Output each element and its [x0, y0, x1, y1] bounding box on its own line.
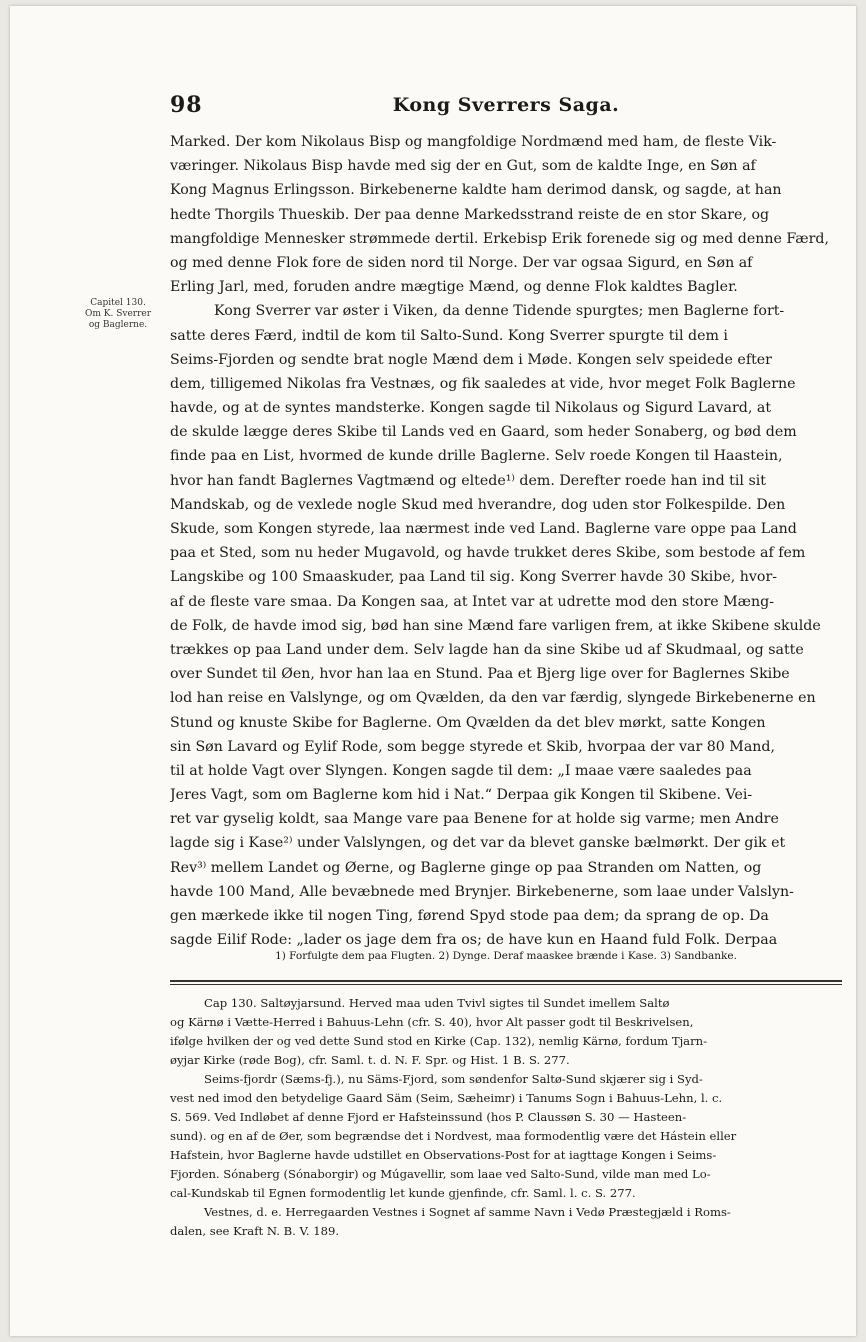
commentary-line: ifølge hvilken der og ved dette Sund stod en Kirke (Cap. 132), nemlig Kärnø, fordum Tjarn-	[170, 1034, 708, 1048]
book-page	[10, 6, 856, 1336]
page-number: 98	[170, 92, 203, 118]
text-line: Jeres Vagt, som om Baglerne kom hid i Nat.“ Derpaa gik Kongen til Skibene. Vei-	[170, 787, 753, 804]
margin-note-line: Capitel 130.	[90, 298, 146, 308]
text-line: Seims-Fjorden og sendte brat nogle Mænd dem i Møde. Kongen selv speidede efter	[170, 351, 772, 368]
text-line: hvor han fandt Baglernes Vagtmænd og eltede¹⁾ dem. Derefter roede han ind til sit	[170, 472, 766, 489]
text-line: og med denne Flok fore de siden nord til Norge. Der var ogsaa Sigurd, en Søn af	[170, 254, 753, 271]
text-line: Marked. Der kom Nikolaus Bisp og mangfoldige Nordmænd med ham, de fleste Vik-	[170, 134, 777, 150]
commentary-text: Cap 130. Saltøyjarsund. Herved maa uden Tvivl sigtes til Sundet imellem Saltø	[204, 996, 670, 1010]
text-line: dem, tilligemed Nikolas fra Vestnæs, og fik saaledes at vide, hvor meget Folk Baglerne	[170, 375, 796, 392]
text-line: Stund og knuste Skibe for Baglerne. Om Qvælden da det blev mørkt, satte Kongen	[170, 714, 766, 731]
commentary-line: vest ned imod den betydelige Gaard Säm (Seim, Sæheimr) i Tanums Sogn i Bahuus-Lehn, l. c.	[170, 1091, 723, 1105]
commentary-line: sund). og en af de Øer, som begrændse det i Nordvest, maa formodentlig være det Hástein eller	[170, 1129, 737, 1143]
text-line: af de fleste vare smaa. Da Kongen saa, at Intet var at udrette mod den store Mæng-	[170, 593, 775, 610]
text-line: væringer. Nikolaus Bisp havde med sig der en Gut, som de kaldte Inge, en Søn af	[170, 158, 756, 175]
footnotes: 1) Forfulgte dem paa Flugten. 2) Dynge. Deraf maaskee brænde i Kase. 3) Sandbanke.	[275, 950, 737, 962]
margin-note	[72, 298, 164, 331]
text-line: Kong Magnus Erlingsson. Birkebenerne kaldte ham derimod dansk, og sagde, at han	[170, 182, 782, 199]
text-line: havde, og at de syntes mandsterke. Kongen sagde til Nikolaus og Sigurd Lavard, at	[170, 400, 772, 417]
text-line: sin Søn Lavard og Eylif Rode, som begge styrede et Skib, hvorpaa der var 80 Mand,	[170, 738, 776, 755]
commentary-line: Fjorden. Sónaberg (Sónaborgir) og Múgavellir, som laae ved Salto-Sund, vilde man med Lo-	[170, 1167, 711, 1181]
text-line: mangfoldige Mennesker strømmede dertil. Erkebisp Erik forenede sig og med denne Færd,	[170, 230, 830, 247]
divider-rule	[170, 984, 842, 985]
commentary-line	[170, 1203, 842, 1222]
commentary-notes	[170, 994, 842, 1241]
page-header	[170, 92, 842, 126]
text-line: Skude, som Kongen styrede, laa nærmest inde ved Land. Baglerne vare oppe paa Land	[170, 521, 797, 537]
text-line: gen mærkede ikke til nogen Ting, førend Spyd stode paa dem; da sprang de op. Da	[170, 908, 769, 924]
running-title: Kong Sverrers Saga.	[392, 94, 620, 116]
text-line: Kong Sverrer var øster i Viken, da denne Tidende spurgtes; men Baglerne fort-	[214, 303, 785, 320]
text-line: paa et Sted, som nu heder Mugavold, og havde trukket deres Skibe, som bestode af fem	[170, 545, 806, 562]
text-line: over Sundet til Øen, hvor han laa en Stund. Paa et Bjerg lige over for Baglernes Skibe	[170, 666, 790, 683]
text-line: Langskibe og 100 Smaaskuder, paa Land til sig. Kong Sverrer havde 30 Skibe, hvor-	[170, 569, 778, 586]
commentary-text: Vestnes, d. e. Herregaarden Vestnes i Sognet af samme Navn i Vedø Præstegjæld i Roms-	[204, 1205, 731, 1219]
text-line: ret var gyselig koldt, saa Mange vare paa Benene for at holde sig varme; men Andre	[170, 811, 779, 828]
text-line: til at holde Vagt over Slyngen. Kongen sagde til dem: „I maae være saaledes paa	[170, 762, 752, 779]
commentary-line: øyjar Kirke (røde Bog), cfr. Saml. t. d. N. F. Spr. og Hist. 1 B. S. 277.	[170, 1053, 570, 1067]
commentary-line	[170, 994, 842, 1013]
commentary-line: og Kärnø i Vætte-Herred i Bahuus-Lehn (cfr. S. 40), hvor Alt passer godt til Beskrivelsen,	[170, 1015, 694, 1029]
text-line: lagde sig i Kase²⁾ under Valslyngen, og det var da blevet ganske bælmørkt. Der gik et	[170, 835, 786, 852]
text-line: Rev³⁾ mellem Landet og Øerne, og Baglerne ginge op paa Stranden om Natten, og	[170, 859, 762, 876]
divider-rule	[170, 980, 842, 982]
text-line: satte deres Færd, indtil de kom til Salto-Sund. Kong Sverrer spurgte til dem i	[170, 327, 728, 344]
text-line: de skulde lægge deres Skibe til Lands ved en Gaard, som heder Sonaberg, og bød dem	[170, 424, 797, 441]
text-line: havde 100 Mand, Alle bevæbnede med Brynjer. Birkebenerne, som laae under Valslyn-	[170, 883, 794, 900]
commentary-line: Hafstein, hvor Baglerne havde udstillet en Observations-Post for at iagttage Kongen i Seims-	[170, 1148, 717, 1162]
margin-note-line: Om K. Sverrer	[84, 309, 152, 319]
text-line: de Folk, de havde imod sig, bød han sine Mænd fare varligen frem, at ikke Skibene skulde	[170, 617, 821, 634]
text-line: finde paa en List, hvormed de kunde drille Baglerne. Selv roede Kongen til Haastein,	[170, 448, 783, 465]
text-line: hedte Thorgils Thueskib. Der paa denne Markedsstrand reiste de en stor Skare, og	[170, 206, 770, 223]
main-text	[170, 130, 842, 952]
text-line: lod han reise en Valslynge, og om Qvælden, da den var færdig, slyngede Birkebenerne en	[170, 690, 816, 707]
commentary-line: S. 569. Ved Indløbet af denne Fjord er Hafsteinssund (hos P. Claussøn S. 30 — Hasteen-	[170, 1110, 687, 1124]
commentary-line: cal-Kundskab til Egnen formodentlig let kunde gjenfinde, cfr. Saml. l. c. S. 277.	[170, 1186, 636, 1200]
commentary-line	[170, 1070, 842, 1089]
commentary-line: dalen, see Kraft N. B. V. 189.	[170, 1224, 340, 1238]
commentary-text: Seims-fjordr (Sæms-fj.), nu Säms-Fjord, som søndenfor Saltø-Sund skjærer sig i Syd-	[204, 1072, 703, 1086]
text-line: Mandskab, og de vexlede nogle Skud med hverandre, dog uden stor Folkespilde. Den	[170, 496, 786, 513]
text-line: Erling Jarl, med, foruden andre mægtige Mænd, og denne Flok kaldtes Bagler.	[170, 279, 738, 296]
text-line: trækkes op paa Land under dem. Selv lagde han da sine Skibe ud af Skudmaal, og satte	[170, 641, 804, 658]
text-line: sagde Eilif Rode: „lader os jage dem fra os; de have kun en Haand fuld Folk. Derpaa	[170, 932, 778, 949]
margin-note-line: og Baglerne.	[88, 320, 148, 330]
